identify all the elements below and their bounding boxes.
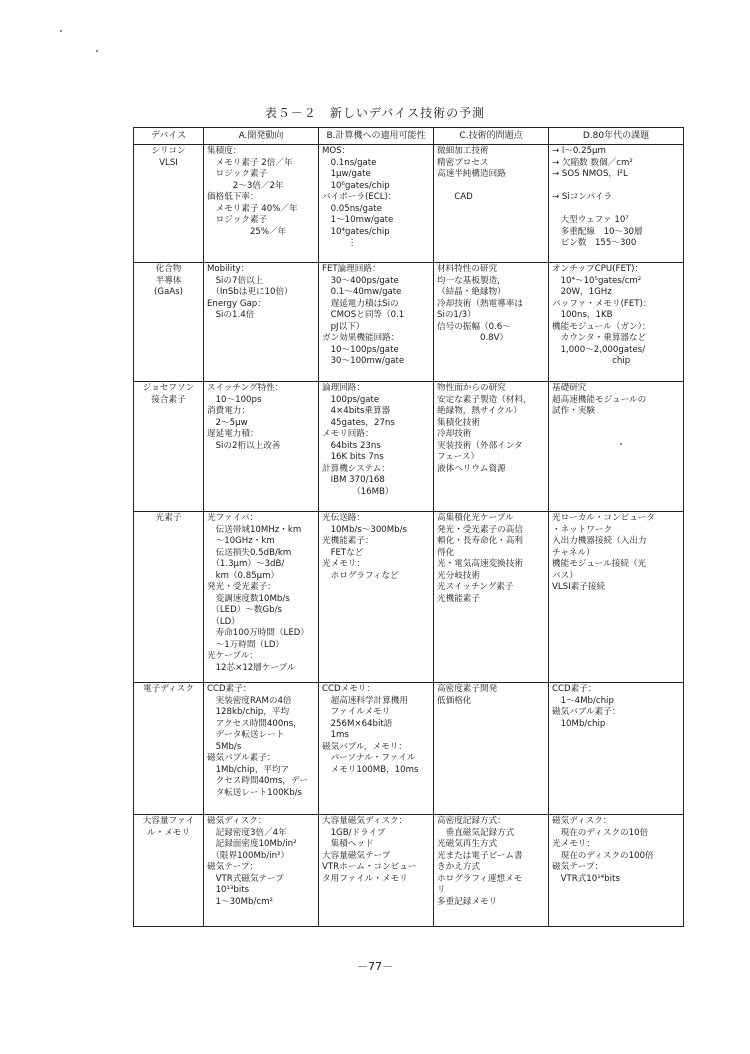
cell-line: ル・メモリ xyxy=(147,827,190,838)
cell-line: 大型ウェファ 10⁷ xyxy=(552,215,629,225)
cell-line: 試作・実験 xyxy=(552,406,595,416)
cell-line: CMOSと同等（0.1 xyxy=(322,310,405,320)
cell-line: 0.8V） xyxy=(437,333,509,343)
cell-line: パーソナル・ファイル xyxy=(322,753,416,763)
cell-line: km（0.85μm） xyxy=(207,570,280,581)
col-d-cell xyxy=(549,815,684,927)
col-b-cell xyxy=(319,145,434,263)
cell-line: 20W，1GHz xyxy=(552,287,612,297)
cell-line: 100ns，1KB xyxy=(552,310,613,320)
cell-line: 高集積化光ケーブル xyxy=(437,513,514,523)
cell-line: 30～400ps/gate xyxy=(322,275,399,286)
cell-line xyxy=(552,204,680,216)
device-cell xyxy=(134,683,204,815)
cell-line: （1.3μm）～3dB/ xyxy=(207,559,285,569)
cell-line: 材料特性の研究 xyxy=(437,264,498,274)
cell-line: 高密度記録方式： xyxy=(437,816,506,826)
cell-line: 10⁶gates/chip xyxy=(322,180,390,191)
cell-line: 遅延電力積はSiの xyxy=(322,298,399,309)
cell-line: 消費電力： xyxy=(207,406,250,416)
cell-line: 絶縁物，熱サイクル） xyxy=(437,406,522,416)
cell-line: CCDメモリ： xyxy=(322,684,375,694)
device-cell xyxy=(134,815,204,927)
cell-line: 磁気テープ： xyxy=(552,862,604,872)
cell-line: バッファ・メモリ(FET)： xyxy=(552,298,652,309)
cell-line: （結晶・絶縁物） xyxy=(437,287,506,297)
cell-line: 光分岐技術 xyxy=(437,570,480,581)
header-a: A.開発動向 xyxy=(204,128,319,145)
col-d-cell xyxy=(549,263,684,382)
cell-line: 均一な基板製造， xyxy=(437,275,506,286)
cell-line: リ xyxy=(437,885,446,895)
cell-line: ピン数 155～300 xyxy=(552,238,637,248)
cell-line: 2～3倍／2年 xyxy=(207,180,284,191)
cell-line: 液体ヘリウム資源 xyxy=(437,463,506,474)
cell-line: Siの1.4倍 xyxy=(207,310,255,320)
cell-line: 現在のディスクの100倍 xyxy=(552,850,654,861)
device-cell xyxy=(134,263,204,382)
cell-line: 記録密度3倍／4年 xyxy=(207,827,287,838)
cell-line: 信号の振幅（0.6～ xyxy=(437,321,511,332)
cell-line: 集積ヘッド xyxy=(322,839,374,849)
col-b-cell xyxy=(319,512,434,683)
device-cell xyxy=(134,145,204,263)
cell-line: 磁気バブル素子： xyxy=(552,707,621,717)
cell-line: 高速半純構造回路 xyxy=(437,169,506,179)
header-b: B.計算機への適用可能性 xyxy=(319,128,434,145)
cell-line: 磁気ディスク： xyxy=(207,816,267,826)
cell-line: Siの7倍以上 xyxy=(207,275,264,286)
cell-line: タ用ファイル・メモリ xyxy=(322,873,408,884)
cell-line: 現在のディスクの10倍 xyxy=(552,827,649,838)
cell-line: 得化 xyxy=(437,547,455,558)
cell-line: → l～0.25μm xyxy=(552,146,606,156)
cell-line: pJ以下） xyxy=(322,321,365,332)
cell-line: （InSbは更に10倍） xyxy=(207,287,293,297)
col-d-cell xyxy=(549,683,684,815)
cell-line: 集積度： xyxy=(207,146,242,156)
cell-line: ホログラフィなど xyxy=(322,570,399,581)
cell-line: （限界100Mb/in²） xyxy=(207,850,290,861)
cell-line: メモリ素子 40%／年 xyxy=(207,203,298,214)
cell-line: 1ms xyxy=(322,730,349,740)
cell-line: 128kb/chip，平均 xyxy=(207,707,290,717)
table-caption: 表５－２ 新しいデバイス技術の予測 xyxy=(264,106,486,120)
cell-line: 磁気バブル，メモリ： xyxy=(322,741,407,752)
col-b-cell xyxy=(319,382,434,512)
cell-line: タ転送レート100Kb/s xyxy=(207,787,303,798)
cell-line: 光ファイバ： xyxy=(207,513,259,523)
cell-line: 光磁気再生方式 xyxy=(437,839,498,849)
cell-line: 微細加工技術 xyxy=(437,146,489,156)
cell-line: 光または電子ビーム書 xyxy=(437,850,523,861)
cell-line: 基礎研究 xyxy=(552,383,587,393)
cell-line: chip xyxy=(552,356,631,366)
col-c-cell xyxy=(434,382,549,512)
header-d: D.80年代の課題 xyxy=(549,128,684,145)
cell-line: チャネル） xyxy=(552,547,595,558)
cell-line: カウンタ・乗算器など xyxy=(552,333,647,343)
cell-line: 接合素子 xyxy=(151,394,186,405)
cell-line: 光メモリ： xyxy=(322,559,365,569)
header-row xyxy=(134,128,684,145)
cell-line: Mobility： xyxy=(207,264,250,274)
table-row xyxy=(134,815,684,927)
cell-line: （16MB） xyxy=(322,486,394,497)
cell-line: ・ネットワーク xyxy=(552,524,613,535)
cell-line: 光機能素子 xyxy=(437,593,480,604)
cell-line: メモリ回路： xyxy=(322,429,374,439)
cell-line: 超高速機能モジュールの xyxy=(552,394,647,405)
cell-line: 頼化・長寿命化・高利 xyxy=(437,536,523,546)
cell-line: Energy Gap： xyxy=(207,298,266,309)
cell-line: （LD） xyxy=(207,616,240,627)
cell-line: 遅延電力積： xyxy=(207,429,259,439)
scan-mark xyxy=(96,50,98,52)
cell-line: ⋮ xyxy=(322,238,357,248)
cell-line: 伝送損失0.5dB/km xyxy=(207,547,292,558)
cell-line xyxy=(437,181,545,193)
cell-line: 2～5μw xyxy=(207,417,248,428)
cell-line: 低価格化 xyxy=(437,695,472,706)
cell-line: → SOS NMOS，I²L xyxy=(552,169,628,179)
cell-line: ファイルメモリ xyxy=(322,707,391,717)
cell-line: 計算機システム： xyxy=(322,463,390,474)
cell-line: 入出力機器接続（入出力 xyxy=(552,536,647,546)
device-cell xyxy=(134,382,204,512)
cell-line: きかえ方式 xyxy=(437,862,480,872)
col-c-cell xyxy=(434,683,549,815)
cell-line: ジョセフソン xyxy=(142,383,195,393)
cell-line: → 欠陥数 数個／cm² xyxy=(552,157,633,168)
cell-line: 光機能素子： xyxy=(322,536,374,546)
scan-mark xyxy=(60,30,62,32)
cell-line xyxy=(552,181,680,193)
cell-line: MOS： xyxy=(322,146,351,156)
cell-line: 光ケーブル： xyxy=(207,651,258,661)
cell-line: 実装技術（外部インタ xyxy=(437,440,523,451)
cell-line: CAD xyxy=(437,192,473,202)
cell-line: 10⁴gates/chip xyxy=(322,226,390,237)
cell-line: メモリ100MB，10ms xyxy=(322,764,419,775)
cell-line: 30～100mw/gate xyxy=(322,356,405,366)
cell-line: 1GB/ドライブ xyxy=(322,827,386,838)
col-d-cell xyxy=(549,382,684,512)
cell-line: 安定な素子製造（材料， xyxy=(437,394,532,405)
cell-line: 冷却技術（熱電導率は xyxy=(437,298,523,309)
cell-line: FETなど xyxy=(322,547,364,558)
cell-line: 光スイッチング素子 xyxy=(437,582,514,592)
cell-line: 12芯×12層ケーブル xyxy=(207,662,296,673)
cell-line: 物性面からの研究 xyxy=(437,383,506,393)
cell-line: VTR式10¹⁴bits xyxy=(552,873,620,884)
cell-line: VTRホーム・コンピュー xyxy=(322,862,417,872)
cell-line: 集積化技術 xyxy=(437,417,480,428)
cell-line: 64bits 23ns xyxy=(322,440,381,451)
cell-line: 光伝送路： xyxy=(322,513,365,523)
cell-line: 発光・受光素子： xyxy=(207,582,276,592)
cell-line: 精密プロセス xyxy=(437,157,489,168)
col-a-cell xyxy=(204,815,319,927)
cell-line: 超高速科学計算機用 xyxy=(322,695,408,706)
cell-line: 光・電気高速変換技術 xyxy=(437,559,523,569)
page-number: －77－ xyxy=(357,960,393,973)
scan-mark xyxy=(620,443,622,445)
cell-line: 磁気バブル素子： xyxy=(207,753,276,763)
cell-line: 発光・受光素子の高信 xyxy=(437,524,523,535)
cell-line: スイッチング特性： xyxy=(207,383,284,393)
cell-line: 高密度素子開発 xyxy=(437,684,498,694)
cell-line: ～1万時間（LD） xyxy=(207,639,285,650)
cell-line: 0.1ns/gate xyxy=(322,157,377,168)
col-b-cell xyxy=(319,683,434,815)
cell-line: 光メモリ： xyxy=(552,839,595,849)
device-cell xyxy=(134,512,204,683)
cell-line: ガン効果機能回路： xyxy=(322,333,400,343)
cell-line: 大容量磁気ディスク： xyxy=(322,816,408,826)
cell-line: 電子ディスク xyxy=(143,684,194,694)
cell-line: オンチップCPU(FET)： xyxy=(552,264,644,274)
cell-line: 10Mb/s～300Mb/s xyxy=(322,524,408,535)
cell-line: バス） xyxy=(552,570,578,581)
col-a-cell xyxy=(204,683,319,815)
cell-line: 大容量ファイ xyxy=(142,816,195,826)
cell-line: CCD素子： xyxy=(207,684,252,694)
cell-line: 論理回路： xyxy=(322,383,365,393)
cell-line: 光ローカル・コンピュータ xyxy=(552,513,655,523)
cell-line: 磁気ディスク： xyxy=(552,816,612,826)
cell-line: IBM 370/168 xyxy=(322,475,385,485)
cell-line: 1Mb/chip，平均ア xyxy=(207,764,290,775)
cell-line: （LED）～数Gb/s xyxy=(207,605,282,615)
cell-line: データ転送レート xyxy=(207,730,285,740)
col-c-cell xyxy=(434,263,549,382)
cell-line: 16K bits 7ns xyxy=(322,452,384,462)
header-c: C.技術的問題点 xyxy=(434,128,549,145)
cell-line: FET論理回路： xyxy=(322,264,381,274)
cell-line: 実装密度RAMの4倍 xyxy=(207,695,292,706)
cell-line: アクセス時間400ns， xyxy=(207,718,302,729)
cell-line: 0.05ns/gate xyxy=(322,203,382,214)
cell-line: 伝送帯域10MHz・km xyxy=(207,524,302,535)
cell-line: 45gates，27ns xyxy=(322,417,395,428)
cell-line: バイポーラ(ECL)： xyxy=(322,192,397,202)
device-forecast-table xyxy=(133,127,684,927)
table-row xyxy=(134,683,684,815)
cell-line: 垂直磁気記録方式 xyxy=(437,827,515,838)
cell-line: 0.1～40mw/gate xyxy=(322,287,402,297)
cell-line: 4×4bits乗算器 xyxy=(322,406,391,416)
cell-line: ～10GHz・km xyxy=(207,536,275,546)
cell-line: ロジック素子 xyxy=(207,169,268,179)
cell-line: 冷却技術 xyxy=(437,429,472,439)
cell-line: CCD素子： xyxy=(552,684,597,694)
cell-line: 10Mb/chip xyxy=(552,718,606,729)
cell-line: フェース） xyxy=(437,452,480,462)
col-c-cell xyxy=(434,145,549,263)
cell-line: (GaAs) xyxy=(154,287,183,297)
cell-line: 1～10mw/gate xyxy=(322,215,394,225)
cell-line: ホログラフィ連想メモ xyxy=(437,873,523,884)
cell-line: ロジック素子 xyxy=(207,215,268,225)
cell-line: 10¹³bits xyxy=(207,885,250,895)
col-a-cell xyxy=(204,382,319,512)
cell-line: 多重記録メモリ xyxy=(437,896,498,907)
cell-line: 記録面密度10Mb/in² xyxy=(207,839,297,849)
cell-line: 5Mb/s xyxy=(207,741,242,752)
cell-line: VLSI素子接続 xyxy=(552,582,606,592)
cell-line: 寿命100万時間（LED） xyxy=(207,628,309,638)
cell-line: 10～100ps xyxy=(207,394,262,405)
col-b-cell xyxy=(319,263,434,382)
table-row xyxy=(134,145,684,263)
cell-line: 価格低下率： xyxy=(207,192,259,202)
cell-line: VTR式磁気テープ xyxy=(207,873,284,884)
cell-line: 256M×64bit語 xyxy=(322,718,393,729)
cell-line: 1,000～2,000gates/ xyxy=(552,344,646,355)
col-c-cell xyxy=(434,512,549,683)
cell-line: 大容量磁気テープ xyxy=(322,850,391,861)
col-a-cell xyxy=(204,263,319,382)
header-device: デバイス xyxy=(134,128,204,145)
cell-line: Siの2桁以上改善 xyxy=(207,440,281,451)
cell-line: 1～4Mb/chip xyxy=(552,695,614,706)
cell-line: 25%／年 xyxy=(207,226,287,237)
cell-line: 機能モジュール（ガン）： xyxy=(552,321,651,332)
cell-line: VLSI xyxy=(159,157,178,168)
col-c-cell xyxy=(434,815,549,927)
cell-line: 1～30Mb/cm² xyxy=(207,896,273,907)
cell-line: メモリ素子 2倍／年 xyxy=(207,157,293,168)
table-row xyxy=(134,263,684,382)
cell-line: 多重配線 10～30層 xyxy=(552,226,643,237)
cell-line: 化合物 xyxy=(155,264,182,274)
col-a-cell xyxy=(204,145,319,263)
table-row xyxy=(134,512,684,683)
cell-line: 変調速度数10Mb/s xyxy=(207,593,290,604)
cell-line: Siの1/3） xyxy=(437,310,476,320)
cell-line: 光素子 xyxy=(155,513,182,523)
cell-line: 半導体 xyxy=(155,275,182,286)
cell-line: 100ps/gate xyxy=(322,394,380,405)
col-a-cell xyxy=(204,512,319,683)
col-b-cell xyxy=(319,815,434,927)
cell-line: 10～100ps/gate xyxy=(322,344,399,355)
cell-line: → Siコンパイラ xyxy=(552,192,613,202)
cell-line: 機能モジュール接続（光 xyxy=(552,559,647,569)
cell-line: 磁気テープ： xyxy=(207,862,259,872)
col-d-cell xyxy=(549,145,684,263)
cell-line: シリコン xyxy=(151,146,186,156)
table-row xyxy=(134,382,684,512)
cell-line: クセス時間40ms，デー xyxy=(207,776,309,786)
cell-line: 1μw/gate xyxy=(322,169,371,179)
col-d-cell xyxy=(549,512,684,683)
cell-line: 10⁴～10⁵gates/cm² xyxy=(552,275,642,286)
